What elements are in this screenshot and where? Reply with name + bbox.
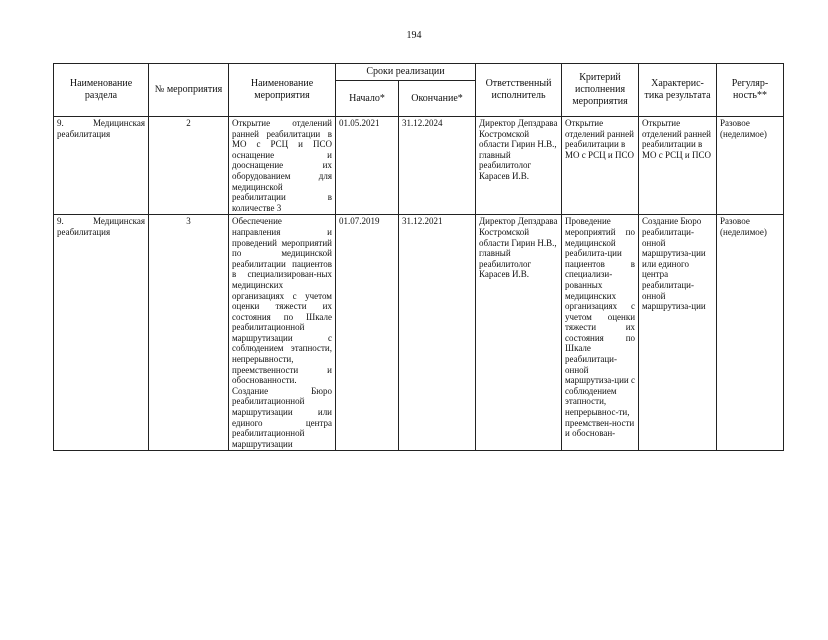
cell-measure: Открытие отделений ранней реабилитации в МО с РСЦ и ПСО оснащение и дооснащение их оборудованием для медицинской реабилитации в количестве 3 (229, 117, 336, 215)
cell-executor: Директор Депздрава Костромской области Гирин Н.В., главный реабилитолог Карасев И.В. (476, 117, 562, 215)
cell-end: 31.12.2024 (399, 117, 476, 215)
cell-criterion: Проведение мероприятий по медицинской реабилита-ции пациентов в специализи-рованных медицинских организациях с учетом оценки тяжести их состояния по Шкале реабилитаци-онной маршрутиза-ции с соблюдением этапности, непрерывнос-ти, преемствен-ности и обоснован- (562, 215, 639, 451)
header-executor: Ответственный исполнитель (476, 64, 562, 117)
cell-criterion: Открытие отделений ранней реабилитации в МО с РСЦ и ПСО (562, 117, 639, 215)
header-measure: Наименование мероприятия (229, 64, 336, 117)
cell-executor: Директор Депздрава Костромской области Гирин Н.В., главный реабилитолог Карасев И.В. (476, 215, 562, 451)
cell-regularity: Разовое (неделимое) (717, 215, 784, 451)
cell-regularity: Разовое (неделимое) (717, 117, 784, 215)
table-row (54, 117, 784, 215)
header-section: Наименование раздела (54, 64, 149, 117)
cell-section: 9. Медицинская реабилитация (54, 117, 149, 215)
cell-start: 01.07.2019 (336, 215, 399, 451)
action-plan-table (53, 63, 784, 451)
table-row (54, 215, 784, 451)
cell-number: 3 (149, 215, 229, 451)
header-result: Характерис-тика результата (639, 64, 717, 117)
header-regularity: Регуляр-ность** (717, 64, 784, 117)
cell-result: Открытие отделений ранней реабилитации в МО с РСЦ и ПСО (639, 117, 717, 215)
cell-number: 2 (149, 117, 229, 215)
cell-measure: Обеспечение направления и проведений мероприятий по медицинской реабилитации пациентов в специализирован-ных медицинских организациях с учетом оценки тяжести их состояния по Шкале реабилитационной маршрутизации с соблюдением этапности, непрерывности, преемственности и обоснованности. Создание Бюро реабилитационной маршрутизации или единого центра реабилитационной маршрутизации (229, 215, 336, 451)
cell-section: 9. Медицинская реабилитация (54, 215, 149, 451)
cell-result: Создание Бюро реабилитаци-онной маршрутиза-ции или единого центра реабилитаци-онной маршрутиза-ции (639, 215, 717, 451)
page-number: 194 (406, 30, 422, 41)
cell-start: 01.05.2021 (336, 117, 399, 215)
header-end: Окончание* (399, 81, 476, 117)
header-start: Начало* (336, 81, 399, 117)
cell-end: 31.12.2021 (399, 215, 476, 451)
header-criterion: Критерий исполнения мероприятия (562, 64, 639, 117)
header-number: № мероприятия (149, 64, 229, 117)
header-period: Сроки реализации (336, 64, 476, 81)
